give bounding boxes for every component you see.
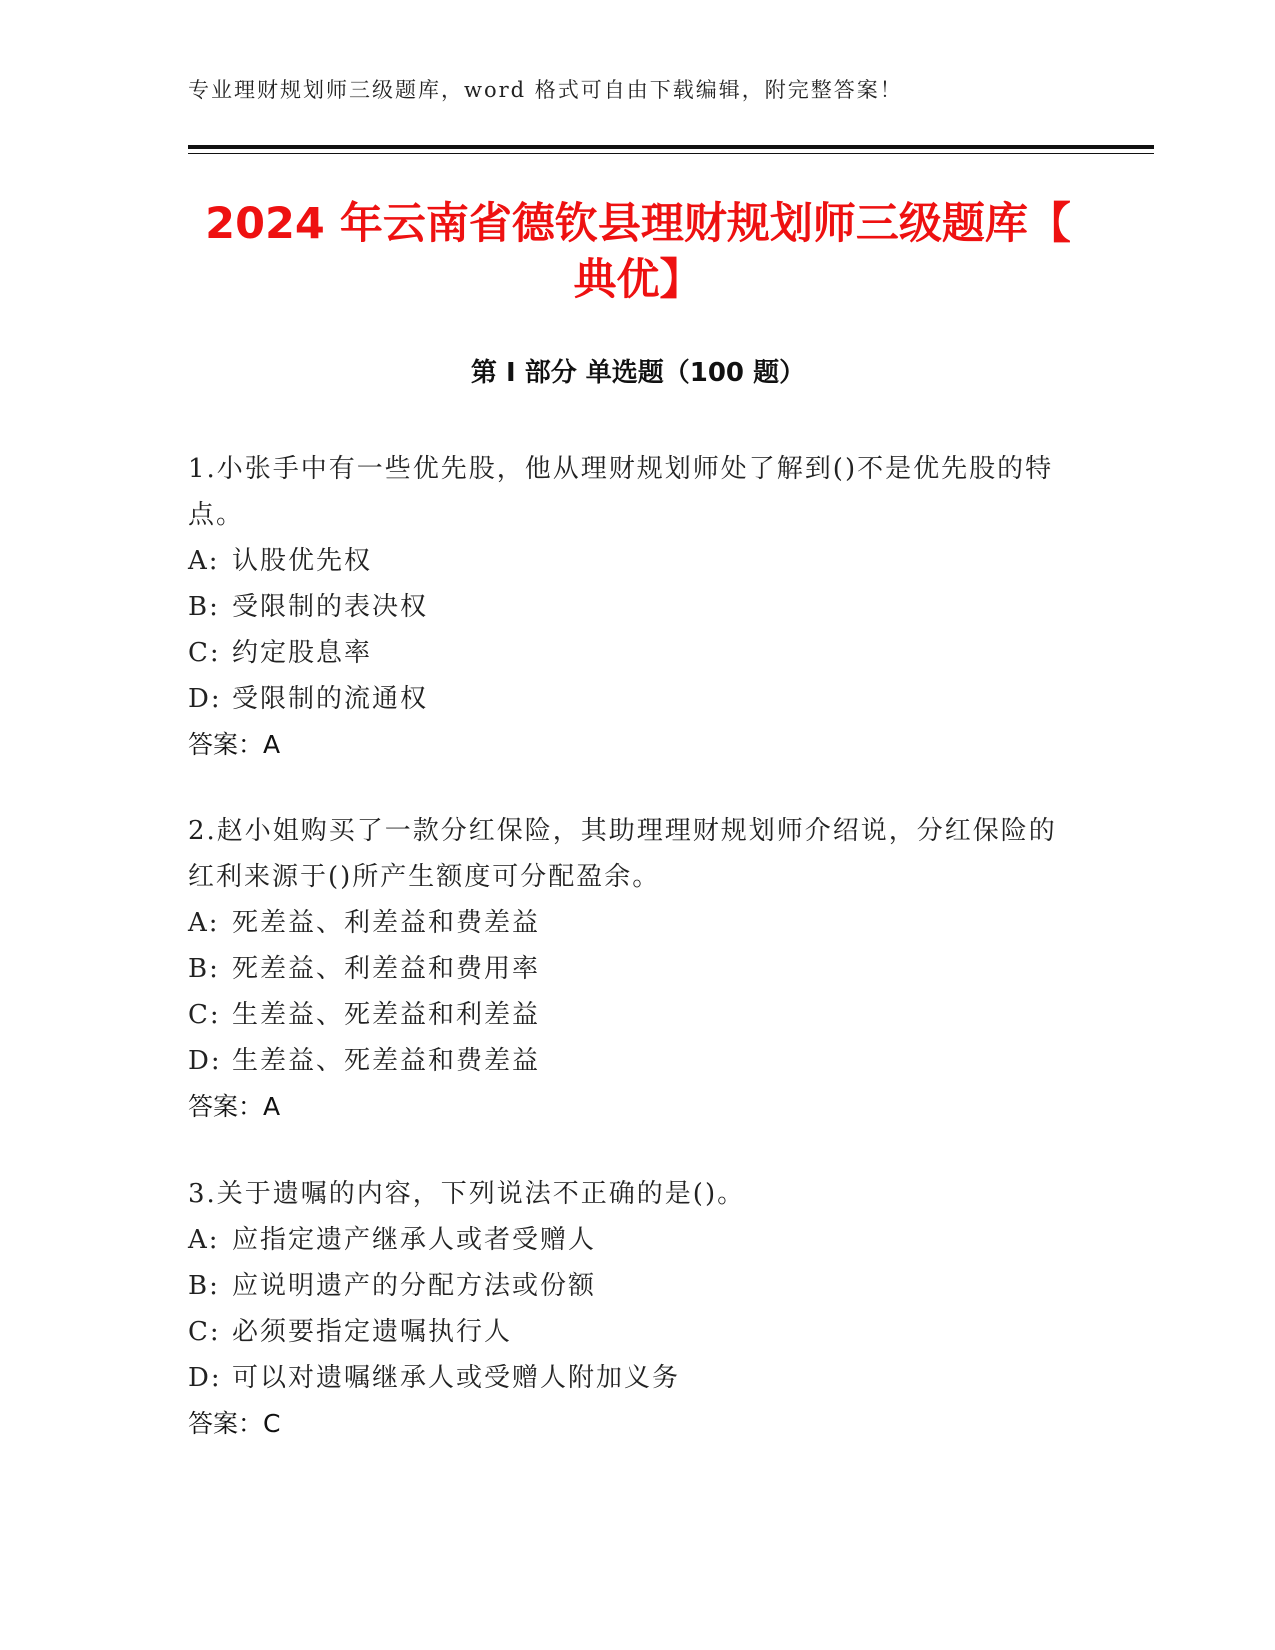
option-key: D: [188, 684, 222, 714]
header-rule-thick [188, 145, 1154, 149]
question-2 [188, 808, 1068, 1130]
question-1-option-b [188, 584, 1068, 630]
question-1 [188, 446, 1068, 768]
option-text: 受限制的表决权 [232, 592, 429, 622]
option-key: A: [188, 546, 220, 576]
document-title [188, 196, 1088, 308]
question-1-option-c [188, 630, 1068, 676]
question-3 [188, 1171, 1068, 1447]
question-2-option-b [188, 946, 1068, 992]
option-key: C: [188, 1317, 221, 1347]
option-key: B: [188, 954, 220, 984]
question-3-option-b [188, 1263, 1068, 1309]
option-key: C: [188, 1000, 221, 1030]
section-heading: 第 I 部分 单选题（100 题） [470, 358, 806, 388]
option-text: 应说明遗产的分配方法或份额 [232, 1271, 597, 1301]
question-2-answer: 答案：A [188, 1092, 281, 1121]
option-key: A: [188, 908, 220, 938]
option-key: D: [188, 1363, 222, 1393]
question-3-option-c [188, 1309, 1068, 1355]
option-text: 应指定遗产继承人或者受赠人 [232, 1225, 597, 1255]
question-1-answer: 答案：A [188, 730, 281, 759]
option-key: B: [188, 592, 220, 622]
option-key: C: [188, 638, 221, 668]
option-text: 约定股息率 [232, 638, 373, 668]
option-text: 死差益、利差益和费用率 [232, 954, 541, 984]
question-2-stem: 2.赵小姐购买了一款分红保险，其助理理财规划师介绍说，分红保险的红利来源于()所产生额度可分配盈余。 [188, 816, 1057, 892]
document-title-line-1: 2024 年云南省德钦县理财规划师三级题库【 [205, 199, 1071, 249]
option-text: 认股优先权 [232, 546, 373, 576]
question-3-answer: 答案：C [188, 1409, 281, 1438]
option-text: 受限制的流通权 [232, 684, 429, 714]
option-text: 死差益、利差益和费差益 [232, 908, 541, 938]
option-text: 可以对遗嘱继承人或受赠人附加义务 [232, 1363, 681, 1393]
header-rule-thin [188, 153, 1154, 154]
option-text: 生差益、死差益和费差益 [232, 1046, 541, 1076]
document-title-line-2: 典优】 [573, 255, 703, 305]
question-3-option-a [188, 1217, 1068, 1263]
question-3-option-d [188, 1355, 1068, 1401]
question-1-stem: 1.小张手中有一些优先股，他从理财规划师处了解到()不是优先股的特点。 [188, 454, 1054, 530]
question-1-option-d [188, 676, 1068, 722]
question-1-option-a [188, 538, 1068, 584]
question-2-option-a [188, 900, 1068, 946]
option-key: A: [188, 1225, 220, 1255]
header-note: 专业理财规划师三级题库，word 格式可自由下载编辑，附完整答案！ [188, 78, 903, 102]
option-text: 生差益、死差益和利差益 [232, 1000, 541, 1030]
option-key: B: [188, 1271, 220, 1301]
question-3-stem: 3.关于遗嘱的内容，下列说法不正确的是()。 [188, 1179, 746, 1209]
option-key: D: [188, 1046, 222, 1076]
option-text: 必须要指定遗嘱执行人 [232, 1317, 513, 1347]
question-2-option-c [188, 992, 1068, 1038]
question-2-option-d [188, 1038, 1068, 1084]
